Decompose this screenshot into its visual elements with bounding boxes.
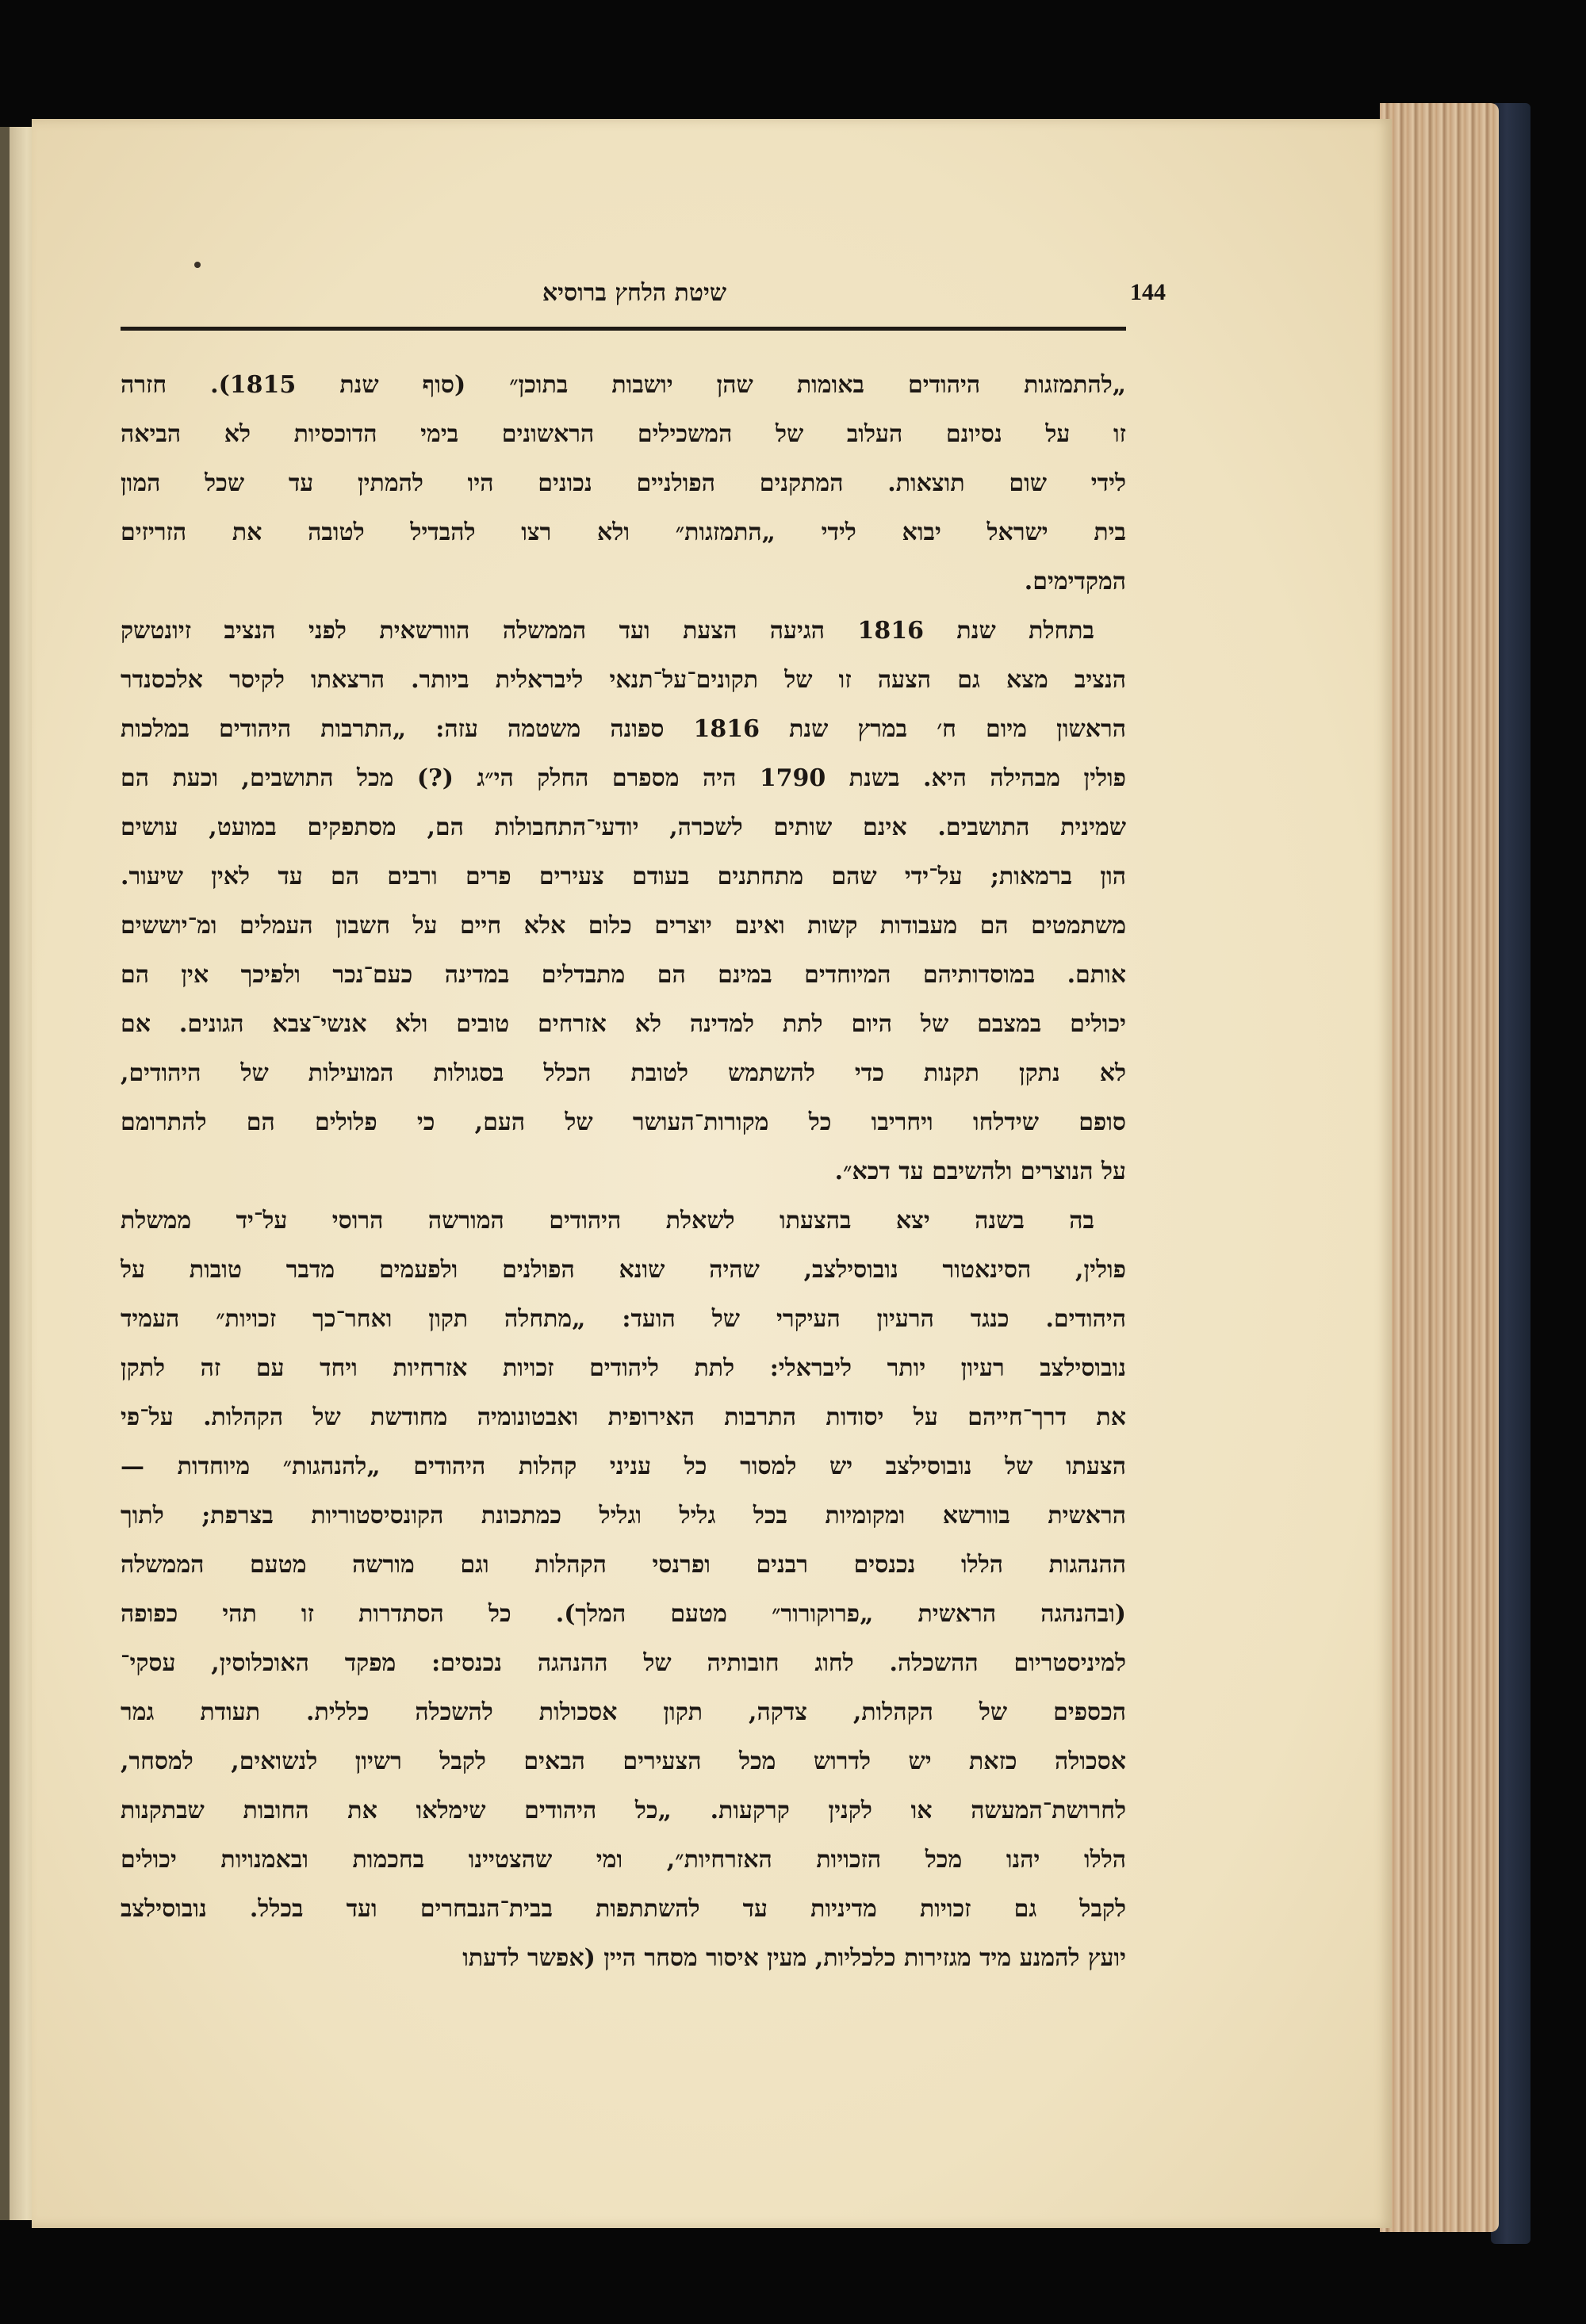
header-rule (121, 327, 1126, 331)
text-line: הללו יהנו מכל הזכויות האזרחיות״, ומי שהצטיינו בחכמות ובאמנויות יכולים (121, 1846, 1126, 1874)
text-line: הראשון מיום ח׳ במרץ שנת 1816 ספונה משטמה עזה: „התרבות היהודים במלכות (121, 715, 1126, 743)
text-line: הכספים של הקהלות, צדקה, תקון אסכולות להשכלה כללית. תעודת גמר (121, 1698, 1126, 1726)
text-line: יכולים במצבם של היום לתת למדינה לא אזרחים טובים ולא אנשי־צבא הגונים. אם (121, 1010, 1126, 1038)
text-line: יועץ להמנע מיד מגזירות כלכליות, מעין איסור מסחר היין (אפשר לדעתו (462, 1944, 1126, 1972)
text-line: פולין, הסינאטור נובוסילצב, שהיה שונא הפולנים ולפעמים מדבר טובות על (121, 1256, 1126, 1284)
page-stack-edges (1380, 103, 1499, 2232)
text-line: משתמטים הם מעבודות קשות ואינם יוצרים כלום אלא חיים על חשבון העמלים ומ־יוששים (121, 912, 1126, 940)
ink-speck (194, 262, 201, 268)
text-line: (ובהנהגה הראשית „פרוקורור״ מטעם המלך). כל הסתדרות זו תהי כפופה (121, 1600, 1126, 1628)
text-line: לידי שום תוצאות. המתקנים הפולניים נכונים היו להמתין עד שכל המון (121, 469, 1126, 497)
text-line: „להתמזגות היהודים באומות שהן יושבות בתוכן״ (סוף שנת 1815). חזרה (121, 371, 1126, 399)
text-line: סופם שידלחו ויחריבו כל מקורות־העושר של העם, כי פלולים הם להתרומם (121, 1108, 1126, 1136)
text-line: הצעתו של נובוסילצב יש למסור כל עניני קהלות היהודים „להנהגות״ מיוחדות — (121, 1453, 1126, 1480)
text-line: בה בשנה יצא בהצעתו לשאלת היהודים המורשה הרוסי על־יד ממשלת (121, 1207, 1094, 1235)
text-line: נובוסילצב רעיון יותר ליבראלי: לתת ליהודים זכויות אזרחיות ויחד עם זה לתקן (121, 1354, 1126, 1382)
text-line: הראשית בוורשא ומקומיות בכל גליל וגליל כמתכונת הקונסיסטוריות בצרפת; לתוך (121, 1502, 1126, 1530)
text-line: הנציב מצא גם הצעה זו של תקונים־על־תנאי ליבראלית ביותר. הרצאתו לקיסר אלכסנדר (121, 666, 1126, 694)
text-line: זו על נסיונם העלוב של המשכילים הראשונים בימי הדוכסיות לא הביאה (121, 420, 1126, 448)
text-line: בית ישראל יבוא לידי „התמזגות״ ולא רצו להבדיל לטובה את הזריזים (121, 519, 1126, 546)
text-line: לקבל גם זכויות מדיניות עד להשתתפות בבית־הנבחרים ועד בכלל. נובוסילצב (121, 1895, 1126, 1923)
body-text (121, 361, 1126, 1983)
text-line: המקדימים. (1024, 568, 1126, 595)
text-line: היהודים. כנגד הרעיון העיקרי של הועד: „מתחלה תקון ואחר־כך זכויות״ העמיד (121, 1305, 1126, 1333)
text-line: שמינית התושבים. אינם שותים לשכרה, יודעי־התחבולות הם, מסתפקים במועט, עושים (121, 814, 1126, 841)
text-line: אותם. במוסדותיהם המיוחדים במינם הם מתבדלים במדינה כעם־נכר ולפיכך אין הם (121, 961, 1126, 989)
text-line: בתחלת שנת 1816 הגיעה הצעת ועד הממשלה הוורשאית לפני הנציב זיונטשק (121, 617, 1094, 645)
text-line: הון ברמאות; על־ידי שהם מתחתנים בעודם צעירים פרים ורבים הם עד לאין שיעור. (121, 863, 1126, 890)
gutter-shadow (0, 127, 10, 2220)
text-line: לחרושת־המעשה או לקנין קרקעות. „כל היהודים שימלאו את החובות שבתקנות (121, 1797, 1126, 1824)
text-line: את דרך־חייהם על יסודות התרבות האירופית ואבטונומיה מחודשת של הקהלות. על־פי (121, 1403, 1126, 1431)
text-line: אסכולה כזאת יש לדרוש מכל הצעירים הבאים לקבל רשיון לנשואים, למסחר, (121, 1748, 1126, 1775)
text-line: פולין מבהילה היא. בשנת 1790 היה מספרם החלק הי״ג (?) מכל התושבים, וכעת הם (121, 764, 1126, 792)
text-line: ההנהגות הללו נכנסים רבנים ופרנסי הקהלות וגם מורשה מטעם הממשלה (121, 1551, 1126, 1579)
page-header (119, 279, 1166, 327)
text-line: לא נתקן תקנות כדי להשתמש לטובת הכלל בסגולות המועילות של היהודים, (121, 1059, 1126, 1087)
running-title: שיטת הלחץ ברוסיא (542, 279, 727, 307)
text-line: למיניסטריום ההשכלה. לחוג חובותיה של ההנהגה נכנסים: מפקד האוכלוסין, עסקי־ (121, 1649, 1126, 1677)
page-number: 144 (1130, 279, 1166, 305)
text-line: על הנוצרים ולהשיבם עד דכא״. (834, 1158, 1126, 1185)
